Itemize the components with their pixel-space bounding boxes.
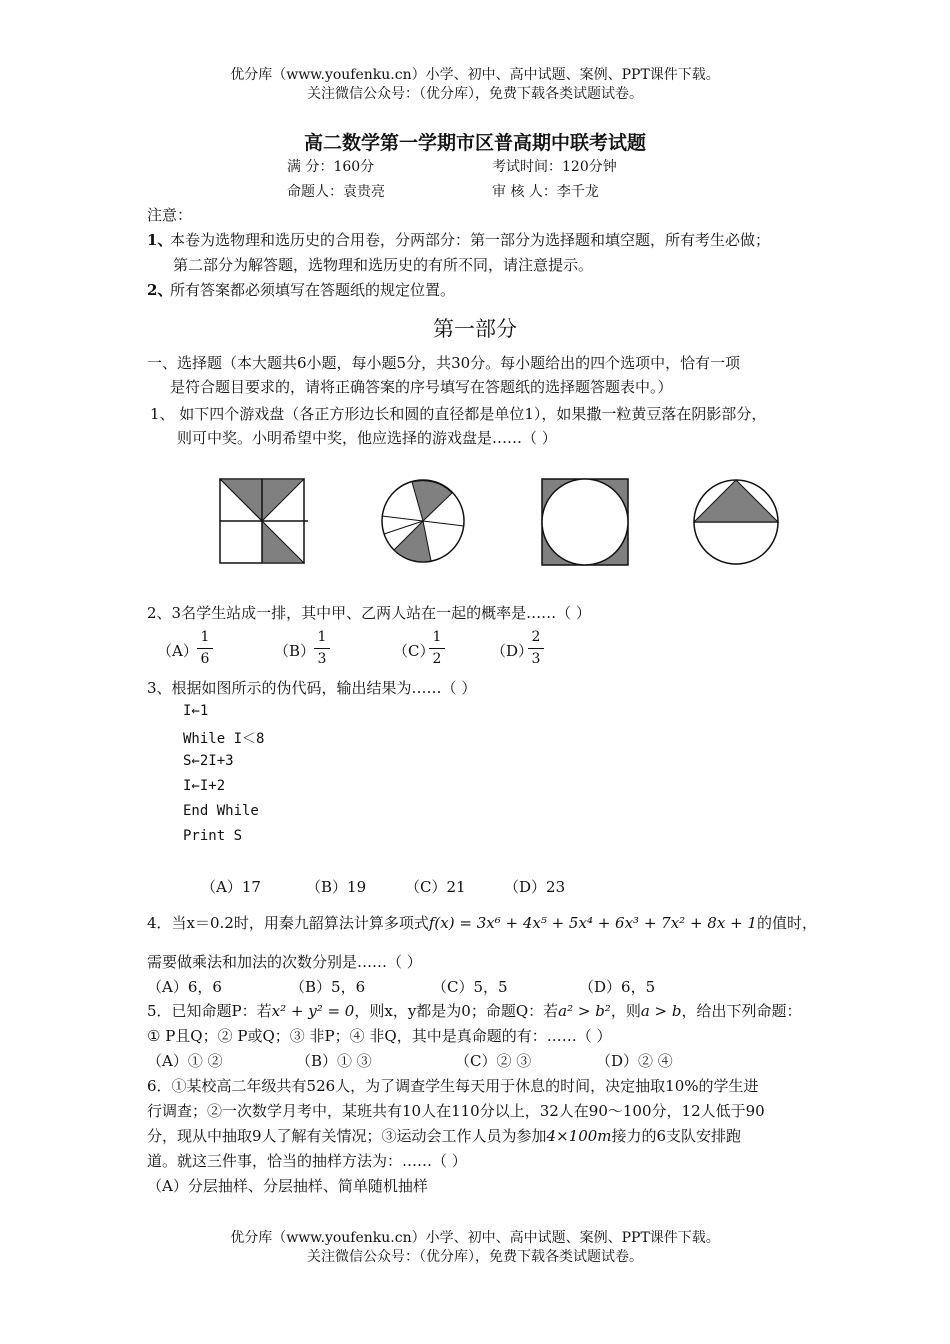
note-2-text: 所有答案都必须填写在答题纸的规定位置。 — [170, 281, 456, 299]
q3-code-line-4: I←I+2 — [183, 778, 226, 794]
q5-option-d: （D）② ④ — [596, 1052, 673, 1070]
q6-line-2: 行调查；②一次数学月考中，某班共有10人在110分以上，32人在90～100分，12人低于90 — [147, 1102, 765, 1120]
q3-stem: 3、根据如图所示的伪代码，输出结果为……（ ） — [147, 679, 477, 697]
q5-text-c: ，则 — [610, 1002, 641, 1020]
header-line-2: 关注微信公众号：（优分库），免费下载各类试题试卷。 — [307, 86, 643, 102]
q5-text-a: 5．已知命题P：若 — [147, 1002, 272, 1020]
q4-option-a: （A）6，6 — [147, 978, 222, 996]
q4-option-d: （D）6，5 — [579, 978, 656, 996]
q5-line-1 — [147, 1000, 802, 1021]
q5-option-c: （C）② ③ — [455, 1052, 532, 1070]
q3-code-line-3: S←2I+3 — [183, 753, 234, 769]
q5-formula-1: x² + y² = 0 — [271, 1002, 355, 1020]
note-1-number: 1、 — [147, 231, 173, 249]
q3-code-line-6: Print S — [183, 828, 243, 844]
q6-relay-formula: 4×100m — [546, 1127, 612, 1145]
footer-line-2: 关注微信公众号：（优分库），免费下载各类试题试卷。 — [307, 1249, 643, 1265]
note-1-line-2: 第二部分为解答题，选物理和选历史的有所不同，请注意提示。 — [173, 256, 594, 274]
q2-option-d-label: （D） — [491, 642, 534, 660]
q1-line-1: 1、 如下四个游戏盘（各正方形边长和圆的直径都是单位1），如果撒一粒黄豆落在阴影部分， — [150, 405, 767, 423]
exam-reviewer: 审 核 人：李千龙 — [492, 184, 599, 200]
q6-line-3-text: 分，现从中抽取9人了解有关情况；③运动会工作人员为参加 — [147, 1127, 547, 1145]
game-board-4-figure — [692, 478, 780, 566]
q2-option-c-fraction: 1 2 — [425, 630, 449, 667]
q4-stem-line-1 — [147, 912, 817, 933]
part-1-heading: 第一部分 — [433, 317, 517, 341]
full-score: 满 分：160分 — [287, 159, 375, 175]
q5-option-a: （A）① ② — [147, 1052, 223, 1070]
q6-line-3-tail: 接力的6支队安排跑 — [611, 1127, 742, 1145]
q3-option-b: （B）19 — [306, 878, 367, 896]
q2-option-b-label: （B） — [274, 642, 316, 660]
note-1-line-1: 本卷为选物理和选历史的合用卷，分两部分：第一部分为选择题和填空题，所有考生必做； — [170, 231, 771, 249]
q2-option-b-fraction: 1 3 — [310, 630, 334, 667]
q5-line-2: ① P且Q；② P或Q；③ 非P；④ 非Q，其中是真命题的有：……（ ） — [147, 1027, 612, 1045]
q6-line-3 — [147, 1125, 741, 1146]
q2-option-a-label: （A） — [157, 642, 198, 660]
q3-code-line-1: I←1 — [183, 703, 209, 719]
q6-line-1: 6．①某校高二年级共有526人，为了调查学生每天用于休息的时间，决定抽取10%的学生进 — [147, 1077, 759, 1095]
section-1-line-1: 一、选择题（本大题共6小题，每小题5分，共30分。每小题给出的四个选项中，恰有一项 — [147, 354, 741, 372]
q6-option-a: （A）分层抽样、分层抽样、简单随机抽样 — [147, 1177, 428, 1195]
q3-option-a: （A）17 — [201, 878, 261, 896]
q4-option-b: （B）5，6 — [290, 978, 366, 996]
q3-option-c: （C）21 — [405, 878, 466, 896]
exam-title: 高二数学第一学期市区普高期中联考试题 — [303, 132, 646, 154]
game-board-2-figure — [380, 478, 466, 564]
q2-option-d-fraction: 2 3 — [524, 630, 548, 667]
q2-option-a-fraction: 1 6 — [193, 630, 217, 667]
game-board-3-figure — [541, 478, 629, 566]
exam-author: 命题人：袁贵亮 — [287, 184, 385, 200]
header-line-1: 优分库（www.youfenku.cn）小学、初中、高中试题、案例、PPT课件下载。 — [230, 67, 720, 83]
q2-stem: 2、3名学生站成一排，其中甲、乙两人站在一起的概率是……（ ） — [147, 604, 591, 622]
q3-code-line-2: While I＜8 — [183, 731, 265, 747]
q2-option-c-label: （C） — [393, 642, 435, 660]
q5-option-b: （B）① ③ — [296, 1052, 372, 1070]
q4-option-c: （C）5，5 — [432, 978, 508, 996]
section-1-line-2: 是符合题目要求的，请将正确答案的序号填写在答题纸的选择题答题表中。） — [170, 378, 673, 396]
q5-formula-2: a² > b² — [558, 1002, 611, 1020]
q5-text-b: ，则x，y都是为0；命题Q：若 — [354, 1002, 559, 1020]
q1-line-2: 则可中奖。小明希望中奖，他应选择的游戏盘是……（ ） — [177, 429, 557, 447]
q5-text-d: ，给出下列命题： — [681, 1002, 802, 1020]
q5-formula-3: a > b — [640, 1002, 682, 1020]
q4-polynomial: f(x) = 3x⁶ + 4x⁵ + 5x⁴ + 6x³ + 7x² + 8x + 1 — [428, 914, 757, 932]
q4-stem-prefix: 4．当x＝0.2时，用秦九韶算法计算多项式 — [147, 914, 429, 932]
q4-stem-line-2: 需要做乘法和加法的次数分别是……（ ） — [147, 953, 422, 971]
footer-line-1: 优分库（www.youfenku.cn）小学、初中、高中试题、案例、PPT课件下载。 — [230, 1230, 720, 1246]
notes-label: 注意： — [147, 206, 193, 224]
q4-stem-suffix: 的值时， — [756, 914, 817, 932]
q3-code-line-5: End While — [183, 803, 259, 819]
game-board-1-figure — [219, 478, 309, 564]
exam-time: 考试时间：120分钟 — [492, 159, 617, 175]
q3-option-d: （D）23 — [504, 878, 566, 896]
note-2-number: 2、 — [147, 281, 173, 299]
q6-line-4: 道。就这三件事，恰当的抽样方法为：……（ ） — [147, 1152, 467, 1170]
